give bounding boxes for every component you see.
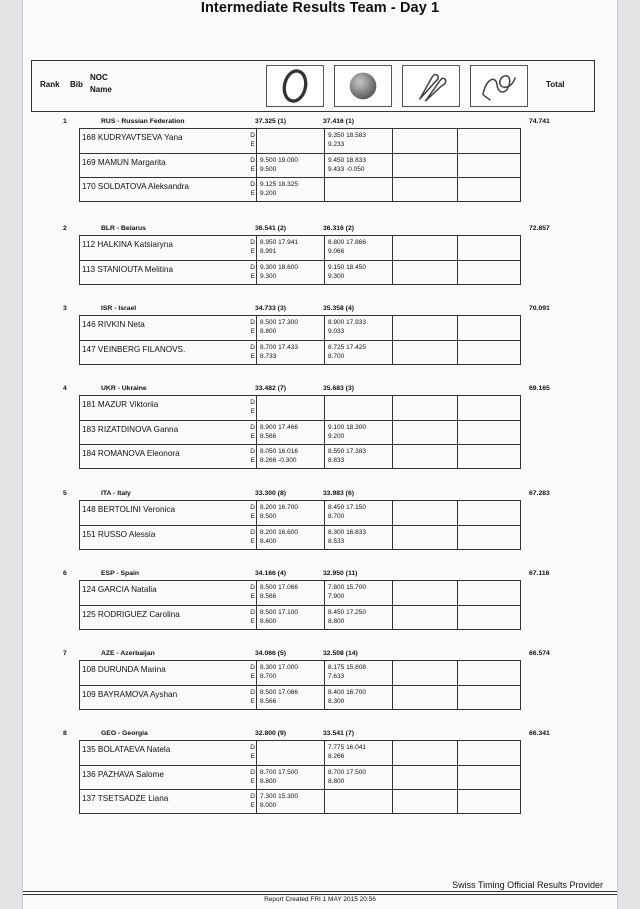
hoop-d-total: 8.700 17.433 <box>260 344 298 351</box>
footer-provider: Swiss Timing Official Results Provider <box>452 880 603 890</box>
clubs-score-cell <box>392 606 457 629</box>
ribbon-score-cell <box>457 581 520 605</box>
clubs-score-cell <box>392 341 457 364</box>
team-score-hoop: 33.300 (8) <box>255 490 286 497</box>
team-noc: ESP - Spain <box>101 570 140 577</box>
athlete-row <box>80 129 520 153</box>
ball-e: 9.200 <box>328 433 345 440</box>
athlete-row <box>80 501 520 525</box>
team-total: 66.341 <box>529 730 550 737</box>
hoop-score-cell <box>256 686 324 709</box>
team-rank: 3 <box>63 305 67 312</box>
team-rank: 6 <box>63 570 67 577</box>
ball-score-cell <box>324 154 392 177</box>
ball-d-total: 8.800 17.866 <box>328 239 366 246</box>
de-labels: D E <box>250 132 255 148</box>
hoop-score-cell <box>256 261 324 284</box>
team-total: 72.857 <box>529 225 550 232</box>
athlete-row <box>80 340 520 364</box>
athlete-name: 181 MAZUR Viktoriia <box>82 400 159 409</box>
ribbon-score-cell <box>457 129 520 153</box>
hoop-icon <box>266 65 324 107</box>
ribbon-score-cell <box>457 154 520 177</box>
team-total: 66.574 <box>529 650 550 657</box>
athlete-name: 169 MAMUN Margarita <box>82 158 166 167</box>
de-labels: D E <box>250 399 255 415</box>
ball-score-cell <box>324 790 392 813</box>
hoop-e: 8.266 -0.300 <box>260 457 297 464</box>
team-noc: AZE - Azerbaijan <box>101 650 155 657</box>
ball-score-cell <box>324 129 392 153</box>
team-score-hoop: 34.733 (3) <box>255 305 286 312</box>
ball-e: 8.800 <box>328 618 345 625</box>
athlete-row <box>80 153 520 177</box>
athlete-table <box>79 395 521 469</box>
clubs-score-cell <box>392 581 457 605</box>
ball-score-cell <box>324 581 392 605</box>
ball-e: 9.066 <box>328 248 345 255</box>
athlete-name: 137 TSETSADZE Liana <box>82 794 169 803</box>
athlete-row <box>80 260 520 284</box>
de-labels: D E <box>250 448 255 464</box>
ball-d-total: 9.150 18.450 <box>328 264 366 271</box>
de-labels: D E <box>250 239 255 255</box>
team-score-ball: 32.950 (11) <box>323 570 358 577</box>
team-score-hoop: 34.066 (5) <box>255 650 286 657</box>
clubs-score-cell <box>392 154 457 177</box>
de-labels: D E <box>250 584 255 600</box>
team-noc: ISR - Israel <box>101 305 137 312</box>
athlete-table <box>79 580 521 630</box>
ball-score-cell <box>324 741 392 765</box>
athlete-table <box>79 128 521 202</box>
athlete-row <box>80 236 520 260</box>
de-labels: D E <box>250 769 255 785</box>
clubs-score-cell <box>392 766 457 789</box>
ribbon-icon <box>470 65 528 107</box>
table-header <box>31 60 595 112</box>
ball-score-cell <box>324 341 392 364</box>
ball-score-cell <box>324 501 392 525</box>
team-noc: BLR - Belarus <box>101 225 146 232</box>
ribbon-score-cell <box>457 661 520 685</box>
team-rank: 7 <box>63 650 67 657</box>
hoop-e: 8.566 <box>260 698 277 705</box>
athlete-name: 135 BOLATAEVA Natela <box>82 745 171 754</box>
report-created: Report Created FRI 1 MAY 2015 20:56 <box>264 896 376 903</box>
ribbon-score-cell <box>457 316 520 340</box>
athlete-row <box>80 789 520 813</box>
athlete-name: 151 RUSSO Alessia <box>82 530 156 539</box>
athlete-table <box>79 740 521 814</box>
ball-e: 8.800 <box>328 778 345 785</box>
ribbon-score-cell <box>457 766 520 789</box>
header-name: Name <box>90 85 112 94</box>
athlete-name: 148 BERTOLINI Veronica <box>82 505 175 514</box>
header-bib: Bib <box>70 80 83 89</box>
de-labels: D E <box>250 793 255 809</box>
de-labels: D E <box>250 181 255 197</box>
hoop-e: 8.800 <box>260 778 277 785</box>
ball-d-total: 8.175 15.808 <box>328 664 366 671</box>
hoop-score-cell <box>256 766 324 789</box>
footer-divider-2 <box>23 894 617 895</box>
athlete-row <box>80 685 520 709</box>
athlete-name: 125 RODRIGUEZ Carolina <box>82 610 180 619</box>
ball-e: 8.700 <box>328 513 345 520</box>
athlete-table <box>79 660 521 710</box>
athlete-row <box>80 316 520 340</box>
hoop-e: 8.991 <box>260 248 277 255</box>
hoop-d-total: 8.500 17.300 <box>260 319 298 326</box>
clubs-score-cell <box>392 316 457 340</box>
team-noc: UKR - Ukraine <box>101 385 147 392</box>
footer-divider <box>23 891 617 892</box>
athlete-name: 136 PAZHAVA Salome <box>82 770 164 779</box>
ball-d-total: 8.450 17.250 <box>328 609 366 616</box>
athlete-name: 147 VEINBERG FILANOVS. <box>82 345 186 354</box>
hoop-e: 8.566 <box>260 433 277 440</box>
team-score-hoop: 33.482 (7) <box>255 385 286 392</box>
ribbon-score-cell <box>457 178 520 201</box>
hoop-e: 9.500 <box>260 166 277 173</box>
ball-score-cell <box>324 686 392 709</box>
ball-d-total: 8.725 17.425 <box>328 344 366 351</box>
athlete-row <box>80 765 520 789</box>
hoop-e: 8.500 <box>260 513 277 520</box>
ball-e: 7.633 <box>328 673 345 680</box>
ball-d-total: 8.300 16.833 <box>328 529 366 536</box>
athlete-name: 184 ROMANOVA Eleonora <box>82 449 180 458</box>
de-labels: D E <box>250 157 255 173</box>
team-score-ball: 36.316 (2) <box>323 225 354 232</box>
team-rank: 5 <box>63 490 67 497</box>
hoop-score-cell <box>256 526 324 549</box>
hoop-score-cell <box>256 661 324 685</box>
athlete-table <box>79 315 521 365</box>
team-score-ball: 33.983 (6) <box>323 490 354 497</box>
clubs-score-cell <box>392 445 457 468</box>
clubs-score-cell <box>392 129 457 153</box>
athlete-row <box>80 605 520 629</box>
de-labels: D E <box>250 529 255 545</box>
team-score-ball: 37.416 (1) <box>323 118 354 125</box>
de-labels: D E <box>250 264 255 280</box>
ball-d-total: 8.900 17.933 <box>328 319 366 326</box>
team-total: 67.116 <box>529 570 550 577</box>
hoop-d-total: 8.700 17.500 <box>260 769 298 776</box>
team-score-ball: 32.508 (14) <box>323 650 358 657</box>
hoop-score-cell <box>256 790 324 813</box>
ribbon-score-cell <box>457 526 520 549</box>
hoop-d-total: 8.300 17.000 <box>260 664 298 671</box>
results-sheet <box>22 0 618 909</box>
team-score-hoop: 36.541 (2) <box>255 225 286 232</box>
clubs-score-cell <box>392 421 457 444</box>
clubs-score-cell <box>392 686 457 709</box>
team-rank: 4 <box>63 385 67 392</box>
team-score-hoop: 34.166 (4) <box>255 570 286 577</box>
ball-e: 9.433 -0.050 <box>328 166 365 173</box>
hoop-e: 8.000 <box>260 802 277 809</box>
hoop-d-total: 9.300 18.600 <box>260 264 298 271</box>
athlete-name: 112 HALKINA Katsiaryna <box>82 240 173 249</box>
hoop-e: 8.800 <box>260 328 277 335</box>
team-score-ball: 33.541 (7) <box>323 730 354 737</box>
ball-icon <box>334 65 392 107</box>
athlete-name: 183 RIZATDINOVA Ganna <box>82 425 179 434</box>
header-rank: Rank <box>40 80 60 89</box>
hoop-score-cell <box>256 316 324 340</box>
ball-score-cell <box>324 661 392 685</box>
hoop-score-cell <box>256 178 324 201</box>
ribbon-score-cell <box>457 261 520 284</box>
ball-score-cell <box>324 178 392 201</box>
ribbon-score-cell <box>457 396 520 420</box>
header-noc: NOC <box>90 73 108 82</box>
ball-d-total: 9.350 18.583 <box>328 132 366 139</box>
hoop-e: 8.566 <box>260 593 277 600</box>
athlete-row <box>80 525 520 549</box>
team-rank: 8 <box>63 730 67 737</box>
team-score-hoop: 37.325 (1) <box>255 118 286 125</box>
de-labels: D E <box>250 689 255 705</box>
team-score-hoop: 32.800 (9) <box>255 730 286 737</box>
ball-score-cell <box>324 236 392 260</box>
ribbon-score-cell <box>457 790 520 813</box>
de-labels: D E <box>250 609 255 625</box>
ribbon-score-cell <box>457 686 520 709</box>
ribbon-score-cell <box>457 236 520 260</box>
clubs-score-cell <box>392 236 457 260</box>
athlete-name: 109 BAYRAMOVA Ayshan <box>82 690 178 699</box>
hoop-d-total: 7.300 15.300 <box>260 793 298 800</box>
ball-d-total: 8.450 17.150 <box>328 504 366 511</box>
ball-e: 9.033 <box>328 328 345 335</box>
ball-score-cell <box>324 766 392 789</box>
hoop-d-total: 9.500 19.000 <box>260 157 298 164</box>
hoop-e: 8.400 <box>260 538 277 545</box>
hoop-score-cell <box>256 606 324 629</box>
athlete-row <box>80 661 520 685</box>
athlete-table <box>79 500 521 550</box>
ball-d-total: 8.400 16.700 <box>328 689 366 696</box>
ball-d-total: 7.800 15.700 <box>328 584 366 591</box>
hoop-d-total: 8.500 17.066 <box>260 584 298 591</box>
hoop-d-total: 9.125 18.325 <box>260 181 298 188</box>
athlete-row <box>80 444 520 468</box>
de-labels: D E <box>250 744 255 760</box>
hoop-e: 9.200 <box>260 190 277 197</box>
hoop-d-total: 8.050 16.016 <box>260 448 298 455</box>
ball-score-cell <box>324 261 392 284</box>
hoop-d-total: 8.500 17.066 <box>260 689 298 696</box>
athlete-table <box>79 235 521 285</box>
ball-score-cell <box>324 526 392 549</box>
ball-d-total: 8.700 17.500 <box>328 769 366 776</box>
hoop-score-cell <box>256 445 324 468</box>
clubs-score-cell <box>392 501 457 525</box>
hoop-d-total: 8.200 16.600 <box>260 529 298 536</box>
hoop-e: 9.300 <box>260 273 277 280</box>
ball-d-total: 9.100 18.300 <box>328 424 366 431</box>
header-total: Total <box>546 80 565 89</box>
de-labels: D E <box>250 319 255 335</box>
athlete-name: 146 RIVKIN Neta <box>82 320 145 329</box>
ball-score-cell <box>324 421 392 444</box>
hoop-d-total: 8.950 17.941 <box>260 239 298 246</box>
ball-d-total: 7.775 16.041 <box>328 744 366 751</box>
clubs-score-cell <box>392 526 457 549</box>
athlete-row <box>80 420 520 444</box>
hoop-score-cell <box>256 129 324 153</box>
hoop-score-cell <box>256 581 324 605</box>
clubs-score-cell <box>392 396 457 420</box>
ball-e: 9.300 <box>328 273 345 280</box>
clubs-score-cell <box>392 661 457 685</box>
ball-d-total: 9.450 18.833 <box>328 157 366 164</box>
team-score-ball: 35.358 (4) <box>323 305 354 312</box>
athlete-name: 168 KUDRYAVTSEVA Yana <box>82 133 183 142</box>
ball-score-cell <box>324 445 392 468</box>
hoop-d-total: 8.200 16.700 <box>260 504 298 511</box>
hoop-e: 8.700 <box>260 673 277 680</box>
athlete-name: 124 GARCIA Natalia <box>82 585 157 594</box>
clubs-icon <box>402 65 460 107</box>
team-rank: 1 <box>63 118 67 125</box>
ball-d-total: 8.550 17.383 <box>328 448 366 455</box>
ball-e: 8.533 <box>328 538 345 545</box>
clubs-score-cell <box>392 790 457 813</box>
athlete-row <box>80 396 520 420</box>
athlete-row <box>80 177 520 201</box>
ball-score-cell <box>324 396 392 420</box>
hoop-score-cell <box>256 501 324 525</box>
hoop-e: 8.600 <box>260 618 277 625</box>
clubs-score-cell <box>392 178 457 201</box>
ball-score-cell <box>324 606 392 629</box>
athlete-row <box>80 741 520 765</box>
de-labels: D E <box>250 344 255 360</box>
athlete-row <box>80 581 520 605</box>
page-title: Intermediate Results Team - Day 1 <box>200 0 440 16</box>
ribbon-score-cell <box>457 741 520 765</box>
athlete-name: 113 STANIOUTA Melitina <box>82 265 173 274</box>
hoop-score-cell <box>256 236 324 260</box>
hoop-score-cell <box>256 741 324 765</box>
team-total: 70.091 <box>529 305 550 312</box>
clubs-score-cell <box>392 741 457 765</box>
team-noc: ITA - Italy <box>101 490 131 497</box>
hoop-score-cell <box>256 154 324 177</box>
de-labels: D E <box>250 504 255 520</box>
ball-e: 8.833 <box>328 457 345 464</box>
ball-e: 8.300 <box>328 698 345 705</box>
hoop-score-cell <box>256 396 324 420</box>
ball-score-cell <box>324 316 392 340</box>
team-noc: RUS - Russian Federation <box>101 118 185 125</box>
hoop-score-cell <box>256 341 324 364</box>
ball-e: 8.266 <box>328 753 345 760</box>
hoop-d-total: 8.500 17.100 <box>260 609 298 616</box>
athlete-name: 170 SOLDATOVA Aleksandra <box>82 182 189 191</box>
clubs-score-cell <box>392 261 457 284</box>
de-labels: D E <box>250 664 255 680</box>
ball-e: 9.233 <box>328 141 345 148</box>
de-labels: D E <box>250 424 255 440</box>
ribbon-score-cell <box>457 421 520 444</box>
ribbon-score-cell <box>457 501 520 525</box>
team-total: 67.283 <box>529 490 550 497</box>
ribbon-score-cell <box>457 341 520 364</box>
athlete-name: 108 DURUNDA Marina <box>82 665 166 674</box>
hoop-score-cell <box>256 421 324 444</box>
ball-e: 8.700 <box>328 353 345 360</box>
team-total: 74.741 <box>529 118 550 125</box>
ribbon-score-cell <box>457 606 520 629</box>
hoop-d-total: 8.900 17.466 <box>260 424 298 431</box>
ribbon-score-cell <box>457 445 520 468</box>
team-rank: 2 <box>63 225 67 232</box>
team-total: 69.165 <box>529 385 550 392</box>
hoop-e: 8.733 <box>260 353 277 360</box>
team-score-ball: 35.683 (3) <box>323 385 354 392</box>
ball-e: 7.900 <box>328 593 345 600</box>
team-noc: GEO - Georgia <box>101 730 148 737</box>
